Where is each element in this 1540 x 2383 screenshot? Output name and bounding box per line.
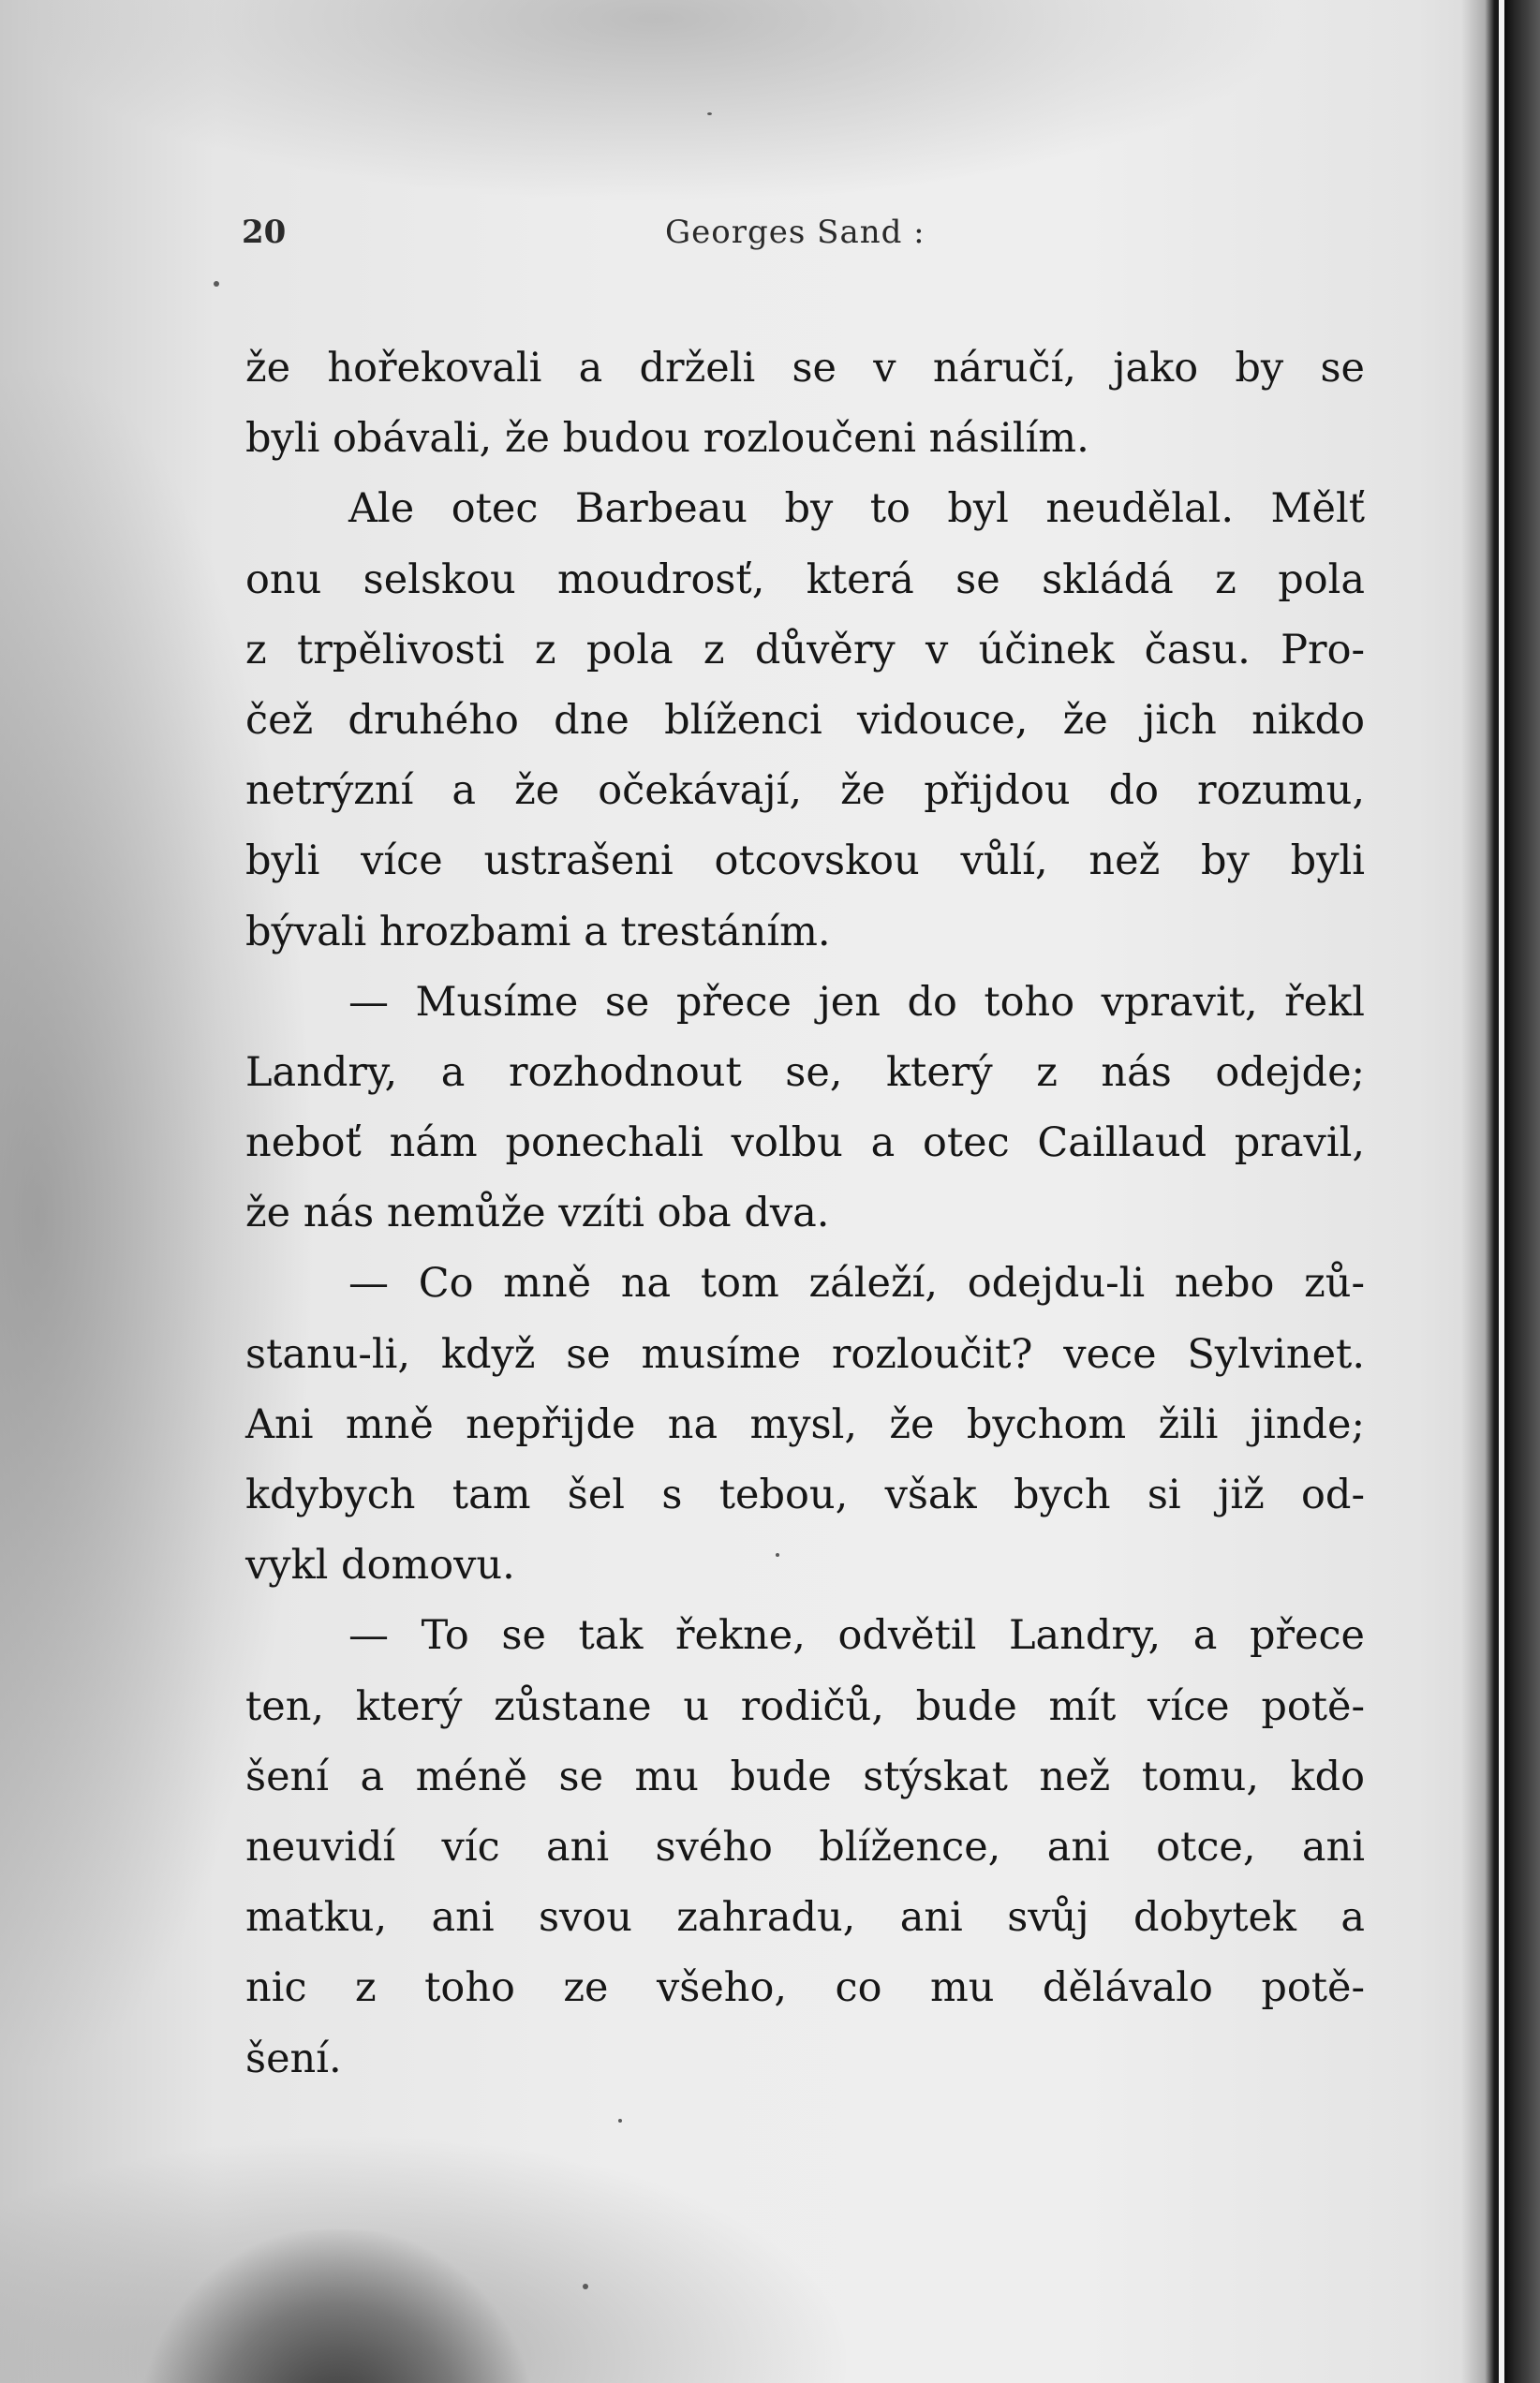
- text-line: ten, který zůstane u rodičů, bude mít více potě-: [245, 1682, 1365, 1730]
- running-head: [242, 214, 954, 262]
- ink-speck: [618, 2119, 622, 2123]
- text-line: stanu-li, když se musíme rozloučit? vece Sylvinet.: [245, 1330, 1365, 1378]
- text-line: onu selskou moudrosť, která se skládá z pola: [245, 555, 1365, 603]
- text-line: byli více ustrašeni otcovskou vůlí, než by byli: [245, 837, 1365, 885]
- text-line: kdybych tam šel s tebou, však bych si již od-: [245, 1472, 1365, 1518]
- text-line: Ani mně nepřijde na mysl, že bychom žili jinde;: [245, 1400, 1365, 1448]
- ink-speck: [583, 2284, 588, 2289]
- text-line: neboť nám ponechali volbu a otec Caillaud pravil,: [245, 1119, 1365, 1167]
- text-line: netrýzní a že očekávají, že přijdou do rozumu,: [245, 767, 1365, 815]
- page-number: 20: [242, 214, 287, 251]
- text-line: Landry, a rozhodnout se, který z nás odejde;: [245, 1048, 1365, 1096]
- text-line: — Musíme se přece jen do toho vpravit, řekl: [348, 978, 1365, 1026]
- text-line: že hořekovali a drželi se v náručí, jako by se: [245, 345, 1365, 392]
- running-title: Georges Sand :: [665, 214, 925, 251]
- text-line: vykl domovu.: [245, 1542, 515, 1590]
- page-edge: [1499, 0, 1504, 2383]
- text-line: — Co mně na tom záleží, odejdu-li nebo zů-: [348, 1260, 1365, 1308]
- text-line: neuvidí víc ani svého blížence, ani otce, ani: [245, 1823, 1365, 1871]
- text-line: bývali hrozbami a trestáním.: [245, 908, 831, 955]
- text-line: nic z toho ze všeho, co mu dělávalo potě-: [245, 1964, 1365, 2012]
- body-text: [245, 333, 1365, 2094]
- text-line: byli obávali, že budou rozloučeni násilím.: [245, 415, 1089, 463]
- text-line: šení.: [245, 2035, 342, 2082]
- page-corner-shadow: [141, 2229, 534, 2383]
- ink-speck: [214, 281, 219, 287]
- text-line: z trpělivosti z pola z důvěry v účinek času. Pro-: [245, 626, 1365, 673]
- text-line: matku, ani svou zahradu, ani svůj dobytek a: [245, 1894, 1365, 1942]
- text-line: že nás nemůže vzíti oba dva.: [245, 1190, 830, 1237]
- text-line: čež druhého dne blíženci vidouce, že jich nikdo: [245, 696, 1365, 744]
- text-line: — To se tak řekne, odvětil Landry, a přece: [348, 1612, 1365, 1660]
- ink-speck: [707, 112, 712, 115]
- text-line: šení a méně se mu bude stýskat než tomu, kdo: [245, 1753, 1365, 1800]
- text-line: Ale otec Barbeau by to byl neudělal. Mělť: [348, 485, 1365, 533]
